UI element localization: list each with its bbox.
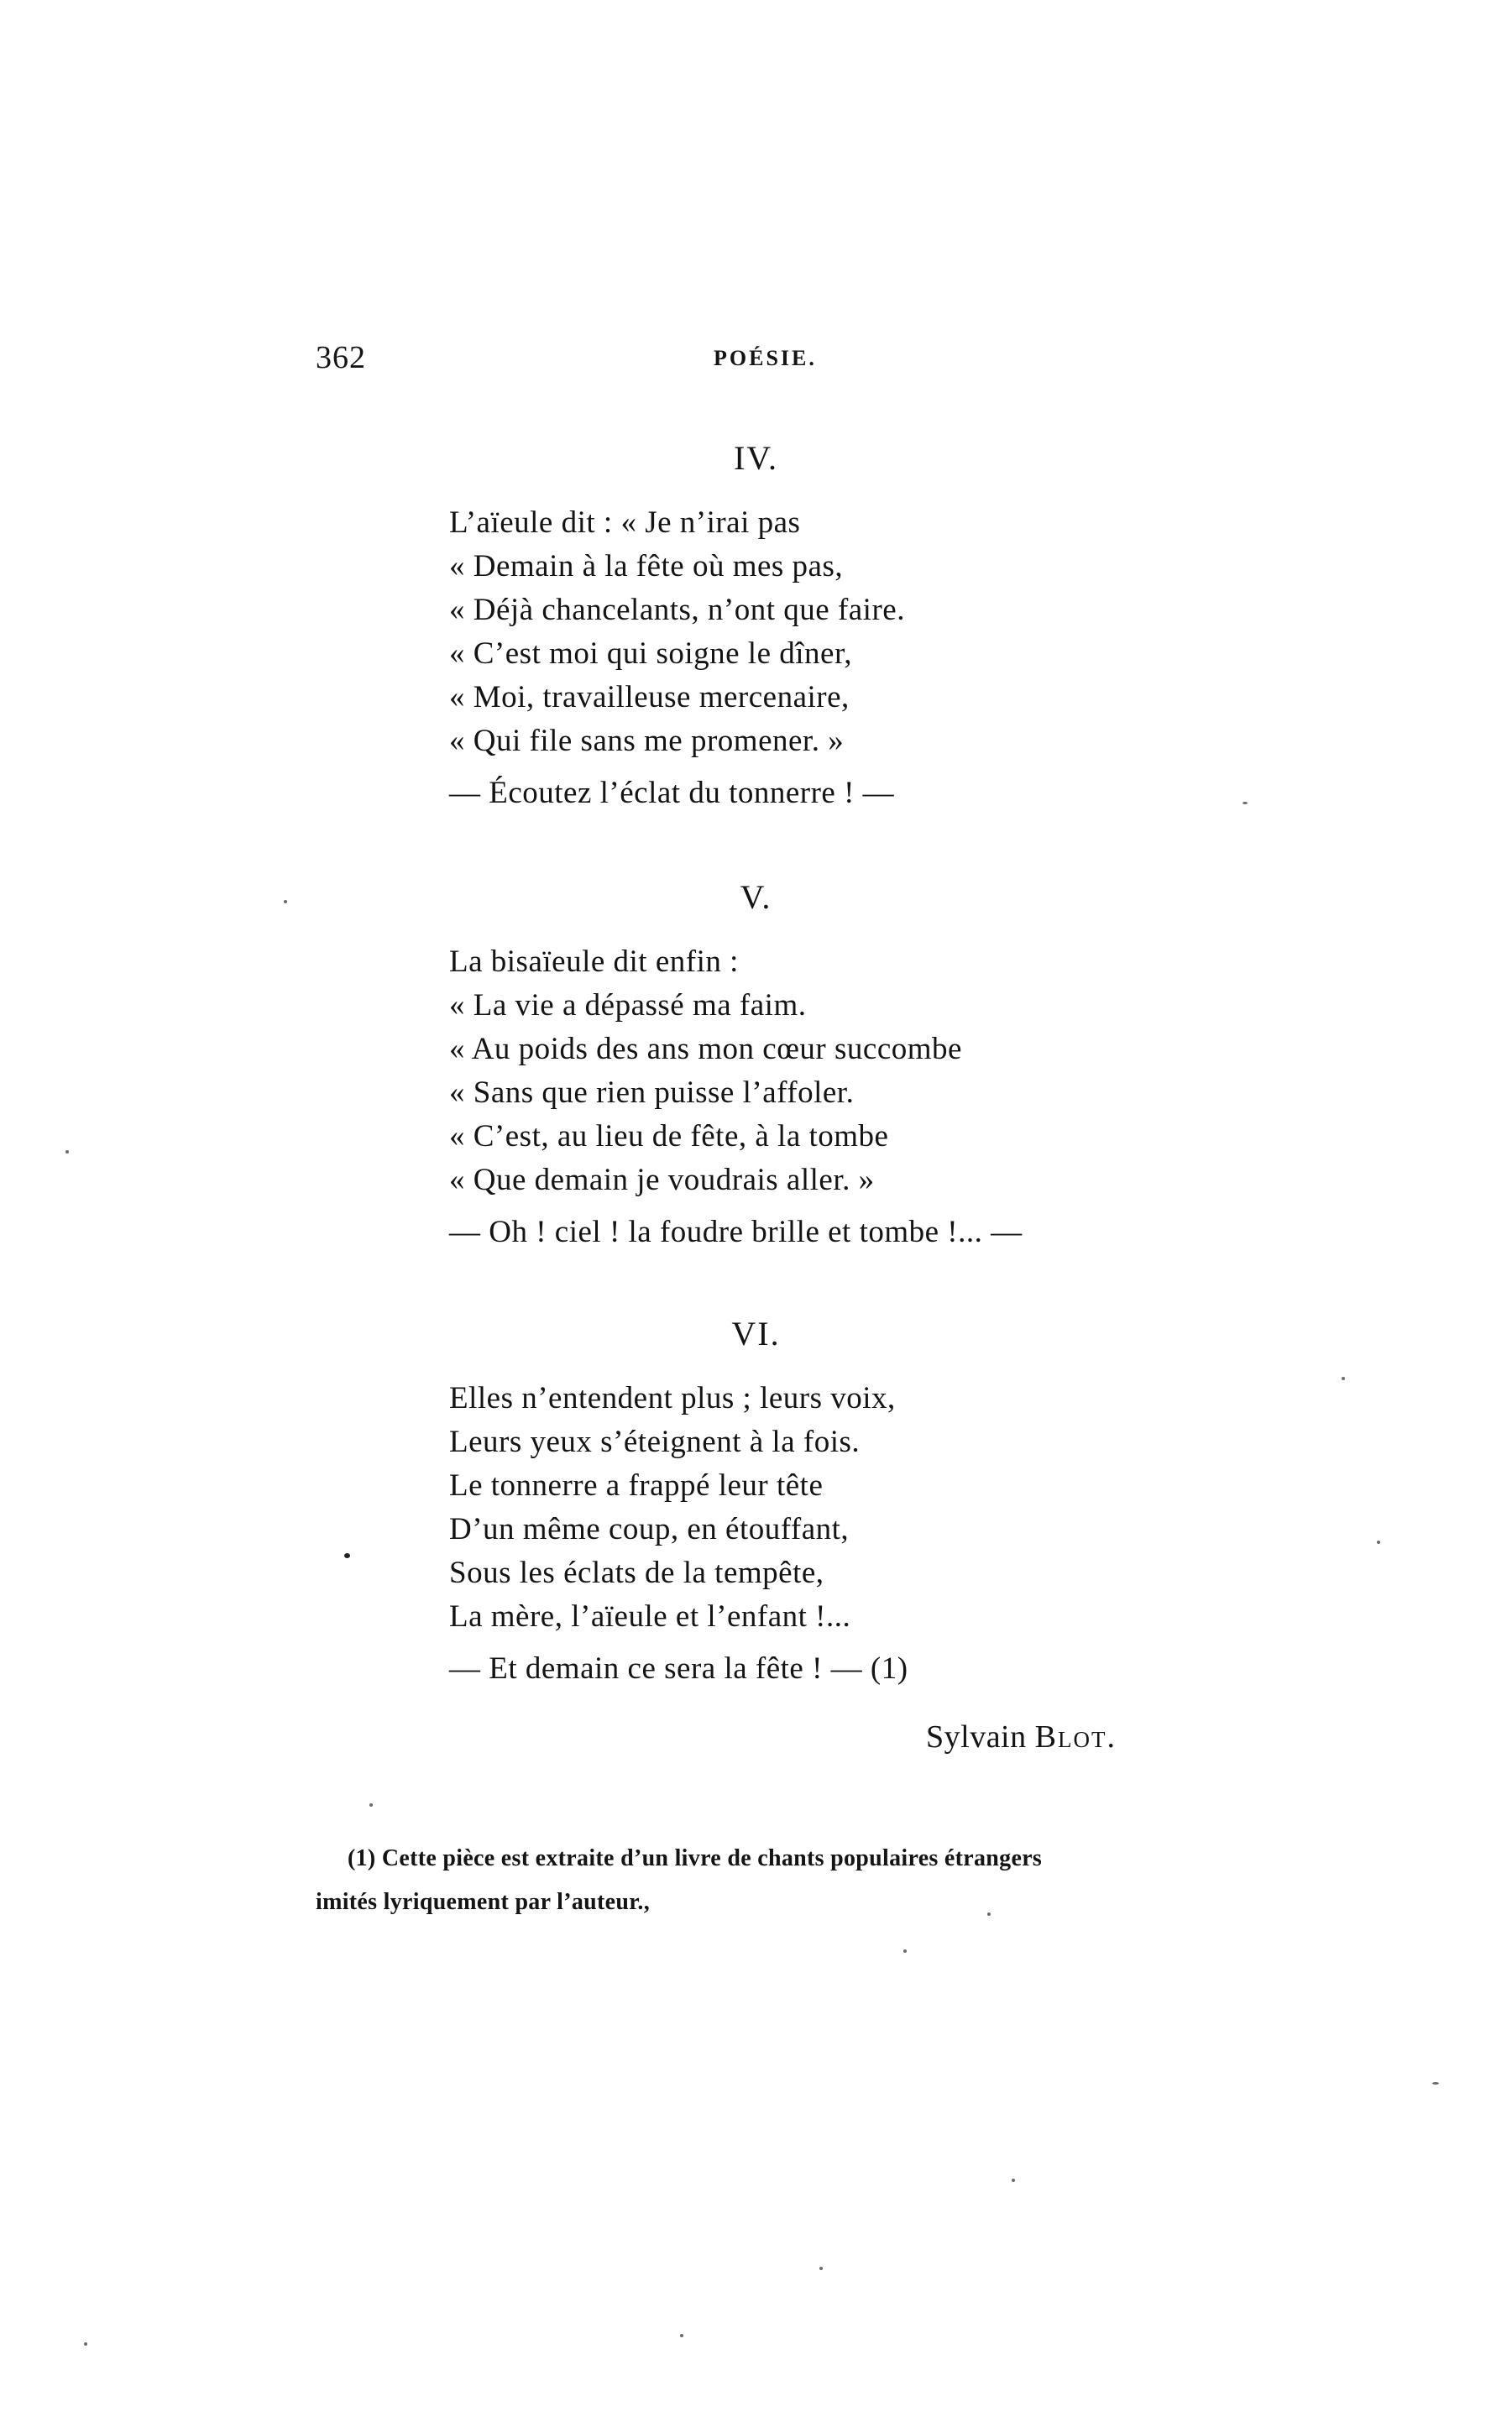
verse-line: Sous les éclats de la tempête,	[449, 1556, 824, 1590]
stanza-number-text: VI.	[731, 1315, 781, 1352]
scan-speck	[284, 900, 287, 903]
page-number: 362	[316, 340, 366, 375]
stanza-number	[0, 877, 1512, 917]
verse-line: L’aïeule dit : « Je n’irai pas	[449, 505, 801, 540]
verse-line: « La vie a dépassé ma faim.	[449, 988, 807, 1023]
verse-line: « Sans que rien puisse l’affoler.	[449, 1075, 855, 1110]
verse-line: Leurs yeux s’éteignent à la fois.	[449, 1425, 861, 1459]
scan-speck	[369, 1803, 373, 1807]
author-signature	[926, 1719, 1117, 1755]
verse-line: « Qui file sans me promener. »	[449, 724, 845, 758]
verse-line: Elles n’entendent plus ; leurs voix,	[449, 1381, 896, 1415]
author-last-name: Blot.	[1034, 1719, 1117, 1755]
scan-speck	[344, 1553, 350, 1558]
verse-line: « Moi, travailleuse mercenaire,	[449, 680, 850, 714]
refrain-line: — Oh ! ciel ! la foudre brille et tombe !... —	[449, 1215, 1023, 1249]
verse-line: « Que demain je voudrais aller. »	[449, 1163, 875, 1197]
scan-speck	[680, 2334, 683, 2337]
scan-speck	[903, 1949, 907, 1953]
stanza-number-text: V.	[740, 878, 772, 916]
stanza-number	[0, 438, 1512, 478]
author-first-name: Sylvain	[926, 1719, 1027, 1755]
stanza-number-text: IV.	[733, 439, 779, 477]
stanza-number	[0, 1314, 1512, 1353]
verse-line: « C’est, au lieu de fête, à la tombe	[449, 1119, 889, 1154]
verse-line: D’un même coup, en étouffant,	[449, 1512, 850, 1546]
footnote-line: (1) Cette pièce est extraite d’un livre de chants populaires étrangers	[348, 1845, 1043, 1871]
verse-line: « C’est moi qui soigne le dîner,	[449, 636, 853, 671]
stanza-verse	[449, 501, 1171, 815]
verse-line: La mère, l’aïeule et l’enfant !...	[449, 1599, 851, 1634]
stanza-verse	[449, 1377, 1171, 1691]
verse-line: La bisaïeule dit enfin :	[449, 944, 739, 979]
scan-speck	[1342, 1377, 1345, 1380]
verse-line: « Au poids des ans mon cœur succombe	[449, 1032, 962, 1066]
stanza-verse	[449, 940, 1171, 1254]
refrain-line: — Écoutez l’éclat du tonnerre ! —	[449, 776, 895, 810]
verse-line: « Déjà chancelants, n’ont que faire.	[449, 593, 905, 627]
scan-speck	[1377, 1541, 1380, 1544]
scan-speck	[987, 1912, 991, 1916]
scan-speck	[819, 2267, 823, 2270]
footnote-line: imités lyriquement par l’auteur.,	[316, 1889, 650, 1915]
scan-speck	[65, 1150, 69, 1154]
verse-line: Le tonnerre a frappé leur tête	[449, 1468, 824, 1503]
scan-speck	[1243, 802, 1248, 804]
scan-speck	[1432, 2082, 1439, 2085]
running-head: POÉSIE.	[714, 346, 817, 370]
footnote	[316, 1837, 1214, 1924]
scan-speck	[84, 2342, 87, 2346]
scan-speck	[1012, 2179, 1015, 2182]
refrain-line: — Et demain ce sera la fête ! — (1)	[449, 1651, 908, 1686]
verse-line: « Demain à la fête où mes pas,	[449, 549, 844, 583]
